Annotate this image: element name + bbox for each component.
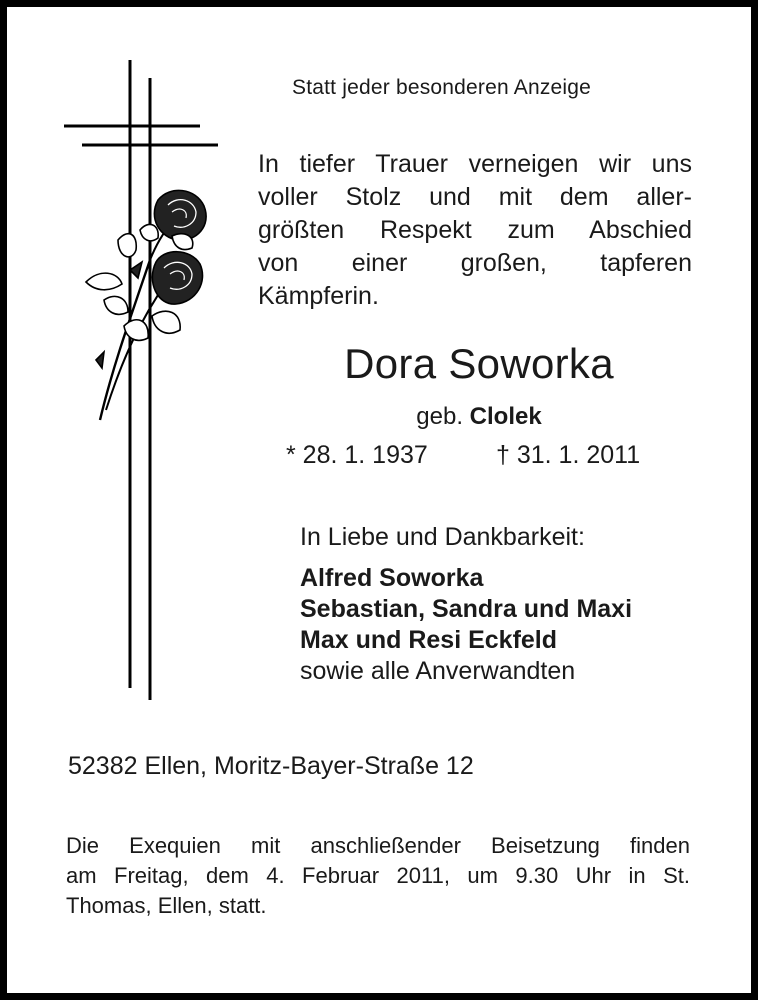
- funeral-line: Thomas, Ellen, statt.: [66, 893, 267, 918]
- funeral-notice: [66, 831, 690, 921]
- intro-line: Kämpferin.: [258, 282, 379, 310]
- rose-icon: [86, 190, 206, 420]
- funeral-line: Die Exequien mit anschließender Beisetzung finden: [66, 833, 690, 858]
- address: 52382 Ellen, Moritz-Bayer-Straße 12: [68, 752, 474, 780]
- mourner-name: Max und Resi Eckfeld: [300, 626, 558, 654]
- intro-line: von einer großen, tapferen: [258, 249, 692, 277]
- mourner-name: Alfred Soworka: [300, 564, 484, 592]
- birth-date: * 28. 1. 1937: [286, 441, 428, 469]
- intro-line: In tiefer Trauer verneigen wir uns: [258, 150, 692, 178]
- deceased-name: Dora Soworka: [344, 340, 614, 387]
- thanks-line: In Liebe und Dankbarkeit:: [300, 523, 585, 551]
- death-date: † 31. 1. 2011: [496, 441, 641, 469]
- announcement-header: Statt jeder besonderen Anzeige: [292, 76, 592, 99]
- mourner-name: Sebastian, Sandra und Maxi: [300, 595, 633, 623]
- cross-icon: [64, 60, 218, 700]
- maiden-name: [200, 403, 758, 431]
- mourners-list: [300, 563, 632, 687]
- intro-text: [258, 148, 692, 313]
- intro-line: größten Respekt zum Abschied: [258, 216, 692, 244]
- intro-line: voller Stolz und mit dem aller-: [258, 183, 692, 211]
- maiden-surname: Clolek: [469, 403, 542, 430]
- maiden-prefix: geb.: [416, 403, 463, 430]
- relatives-line: sowie alle Anverwandten: [300, 657, 576, 685]
- funeral-line: am Freitag, dem 4. Februar 2011, um 9.30 Uhr in St.: [66, 863, 690, 888]
